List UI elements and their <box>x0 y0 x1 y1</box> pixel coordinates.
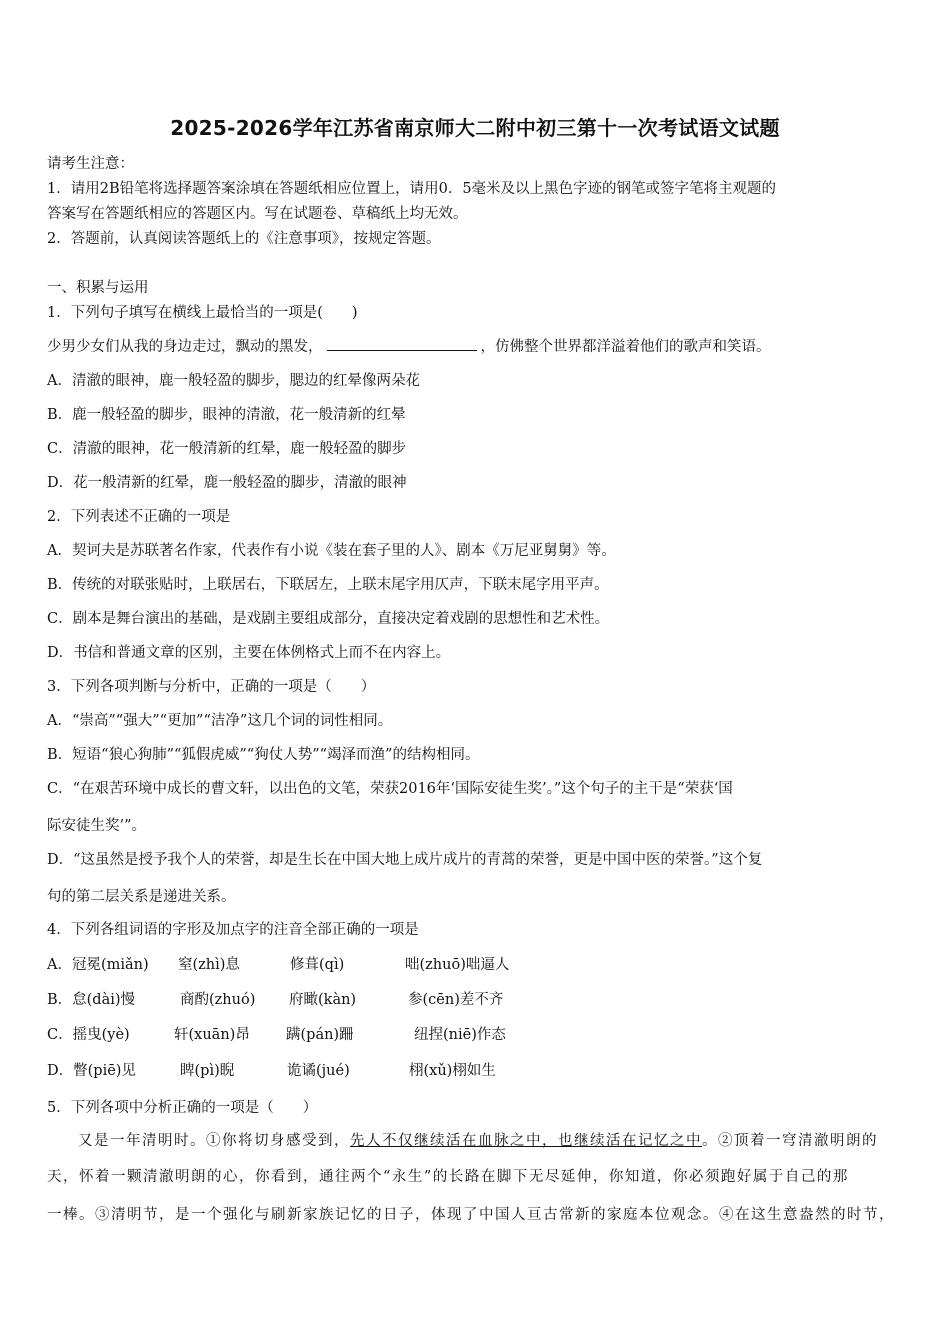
q1-sentence <box>47 335 771 356</box>
q3-option-c-line2: 际安徒生奖’”。 <box>47 818 147 834</box>
q4-b-word-2: 商酌(zhuó) <box>180 992 256 1008</box>
notice-heading: 请考生注意： <box>47 156 134 172</box>
q3-option-c-line1: C．“在艰苦环境中成长的曹文轩，以出色的文笔，荣获2016年‘国际安徒生奖’。”这个句子的主干是“荣获‘国 <box>47 781 733 797</box>
q5-passage-line-1 <box>78 1129 878 1150</box>
q5-stem: 5．下列各项中分析正确的一项是（ ） <box>47 1100 318 1116</box>
notice-line-1b: 答案写在答题纸相应的答题区内。写在试题卷、草稿纸上均无效。 <box>47 206 468 222</box>
q2-option-b: B．传统的对联张贴时，上联居右，下联居左，上联末尾字用仄声，下联末尾字用平声。 <box>47 577 609 593</box>
q4-a-word-4: 咄(zhuō)咄逼人 <box>405 957 510 973</box>
q3-option-a: A．“崇高”“强大”“更加”“洁净”这几个词的词性相同。 <box>47 713 393 729</box>
notice-line-1a: 1．请用2B铅笔将选择题答案涂填在答题纸相应位置上，请用0．5毫米及以上黑色字迹的钢笔或签字笔将主观题的 <box>47 181 777 197</box>
q2-stem: 2．下列表述不正确的一项是 <box>47 509 231 525</box>
q4-c-word-3: 蹒(pán)跚 <box>286 1027 354 1043</box>
q4-d-word-1: D．瞥(piē)见 <box>47 1063 136 1079</box>
q3-stem: 3．下列各项判断与分析中，正确的一项是（ ） <box>47 679 376 695</box>
q1-sentence-part-a: 少男少女们从我的身边走过，飘动的黑发， <box>47 339 323 355</box>
q4-b-word-1: B．怠(dài)慢 <box>47 992 136 1008</box>
q5-underlined-sentence: 先人不仅继续活在血脉之中，也继续活在记忆之中 <box>350 1133 702 1149</box>
q5-passage-1b: 。②顶着一穹清澈明朗的 <box>702 1133 878 1149</box>
q1-sentence-part-b: ，仿佛整个世界都洋溢着他们的歌声和笑语。 <box>480 339 771 355</box>
q3-option-d-line2: 句的第二层关系是递进关系。 <box>47 889 236 905</box>
q4-d-word-4: 栩(xǔ)栩如生 <box>409 1063 496 1079</box>
q1-option-b: B．鹿一般轻盈的脚步，眼神的清澈，花一般清新的红晕 <box>47 407 406 423</box>
q1-option-c: C．清澈的眼神，花一般清新的红晕，鹿一般轻盈的脚步 <box>47 441 407 457</box>
page-title: 2025-2026学年江苏省南京师大二附中初三第十一次考试语文试题 <box>170 116 780 140</box>
q4-d-word-3: 诡谲(jué) <box>287 1063 350 1079</box>
q2-option-a: A．契诃夫是苏联著名作家，代表作有小说《装在套子里的人》、剧本《万尼亚舅舅》等。 <box>47 543 616 559</box>
q3-option-b: B．短语“狼心狗肺”“狐假虎威”“狗仗人势”“竭泽而渔”的结构相同。 <box>47 747 480 763</box>
q1-option-d: D．花一般清新的红晕，鹿一般轻盈的脚步，清澈的眼神 <box>47 475 407 491</box>
q5-passage-line-2: 天，怀着一颗清澈明朗的心，你看到，通往两个“永生”的长路在脚下无尽延伸，你知道，你必须跑好属于自己的那 <box>47 1169 849 1185</box>
q4-a-word-3: 修葺(qì) <box>290 957 345 973</box>
q4-b-word-3: 府瞰(kàn) <box>289 992 357 1008</box>
q2-option-c: C．剧本是舞台演出的基础，是戏剧主要组成部分，直接决定着戏剧的思想性和艺术性。 <box>47 611 610 627</box>
q4-d-word-2: 睥(pì)睨 <box>180 1063 235 1079</box>
q5-passage-line-3: 一棒。③清明节，是一个强化与刷新家族记忆的日子，体现了中国人亘古常新的家庭本位观念。④在这生意盎然的时节， <box>47 1207 895 1223</box>
notice-line-2: 2．答题前，认真阅读答题纸上的《注意事项》，按规定答题。 <box>47 231 441 247</box>
q4-c-word-4: 纽捏(niē)作态 <box>414 1027 506 1043</box>
q4-a-word-2: 窒(zhì)息 <box>178 957 240 973</box>
q4-b-word-4: 参(cēn)差不齐 <box>408 992 504 1008</box>
section-heading: 一、积累与运用 <box>47 280 149 296</box>
q3-option-d-line1: D．“这虽然是授予我个人的荣誉，却是生长在中国大地上成片成片的青蒿的荣誉，更是中国中医的荣誉。”这个复 <box>47 852 763 868</box>
q1-stem: 1．下列句子填写在横线上最恰当的一项是( ) <box>47 305 358 321</box>
q1-option-a: A．清澈的眼神，鹿一般轻盈的脚步，腮边的红晕像两朵花 <box>47 373 420 389</box>
q4-a-word-1: A．冠冕(miǎn) <box>47 957 149 973</box>
q4-stem: 4．下列各组词语的字形及加点字的注音全部正确的一项是 <box>47 922 419 938</box>
q4-c-word-2: 轩(xuān)昂 <box>174 1027 250 1043</box>
q4-c-word-1: C．摇曳(yè) <box>47 1027 130 1043</box>
q1-answer-blank <box>327 338 477 351</box>
q5-passage-1a: 又是一年清明时。①你将切身感受到， <box>78 1133 350 1149</box>
q2-option-d: D．书信和普通文章的区别，主要在体例格式上而不在内容上。 <box>47 645 451 661</box>
